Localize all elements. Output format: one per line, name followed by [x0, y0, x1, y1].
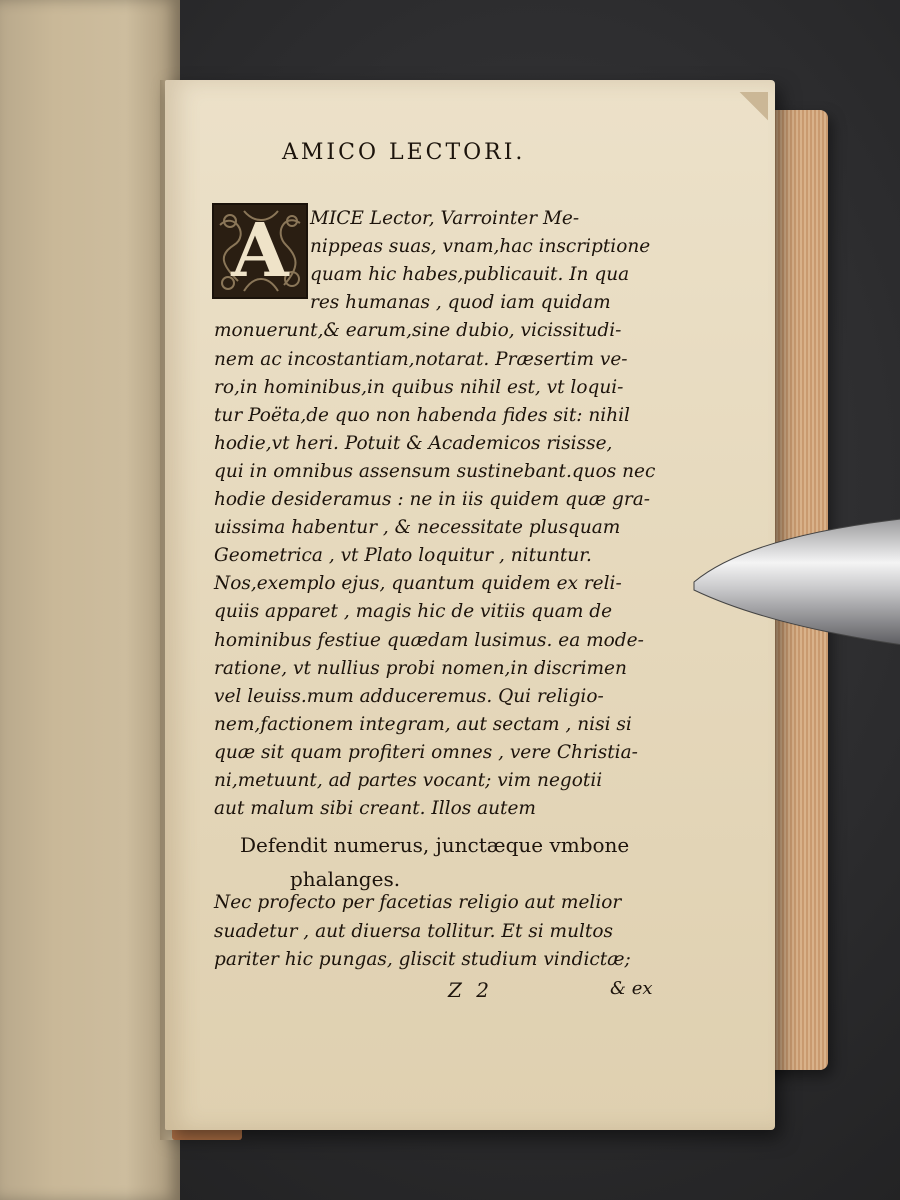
text-line: qui in omnibus assensum sustinebant.quos nec [214, 460, 656, 482]
text-line: nem ac incostantiam,notarat. Præsertim ve- [214, 348, 628, 370]
initial-letter: A [231, 208, 289, 294]
page-heading: AMICO LECTORI. [282, 140, 526, 165]
text-line: vel leuiss.mum adduceremus. Qui religio- [214, 685, 604, 707]
text-line: suadetur , aut diuersa tollitur. Et si multos [214, 920, 613, 942]
text-line: uissima habentur , & necessitate plusquam [214, 517, 621, 539]
text-line: tur Poëta,de quo non habenda fides sit: nihil [214, 404, 630, 426]
left-book-cover [0, 0, 180, 1200]
text-line: quæ sit quam profiteri omnes , vere Christia- [214, 741, 638, 763]
text-line: aut malum sibi creant. Illos autem [214, 798, 536, 820]
verse-line: phalanges. [290, 867, 401, 891]
text-line: ratione, vt nullius probi nomen,in discrimen [214, 657, 627, 679]
text-line: quam hic habes,publicauit. In qua [310, 264, 630, 286]
text-line: MICE Lector, Varrointer Me- [310, 208, 580, 229]
text-line: nem,factionem integram, aut sectam , nisi si [214, 713, 632, 735]
text-line: Geometrica , vt Plato loquitur , nituntur. [214, 545, 592, 567]
text-line: Nos,exemplo ejus, quantum quidem ex reli- [214, 573, 622, 595]
page-corner-crease [728, 92, 768, 122]
text-line: quiis apparet , magis hic de vitiis quam de [214, 601, 613, 623]
text-line: hodie,vt heri. Potuit & Academicos risisse, [214, 432, 613, 454]
text-line: ro,in hominibus,in quibus nihil est, vt loqui- [214, 376, 624, 398]
text-line: Nec profecto per facetias religio aut melior [214, 892, 622, 913]
text-line: monuerunt,& earum,sine dubio, vicissitudi- [214, 320, 622, 342]
verse-line: Defendit numerus, junctæque vmbone [240, 833, 630, 857]
text-line: pariter hic pungas, gliscit studium vindictæ; [214, 949, 631, 970]
signature-mark: Z 2 [448, 978, 493, 1002]
text-line: res humanas , quod iam quidam [310, 292, 611, 314]
text-line: hodie desideramus : ne in iis quidem quæ gra- [214, 489, 650, 510]
decorated-initial [212, 203, 308, 299]
metal-pointer [690, 512, 900, 662]
text-line: ni,metuunt, ad partes vocant; vim negotii [214, 770, 603, 791]
catchword: & ex [610, 978, 653, 999]
text-line: nippeas suas, vnam,hac inscriptione [310, 236, 651, 258]
text-line: hominibus festiue quædam lusimus. ea mode- [214, 629, 644, 651]
